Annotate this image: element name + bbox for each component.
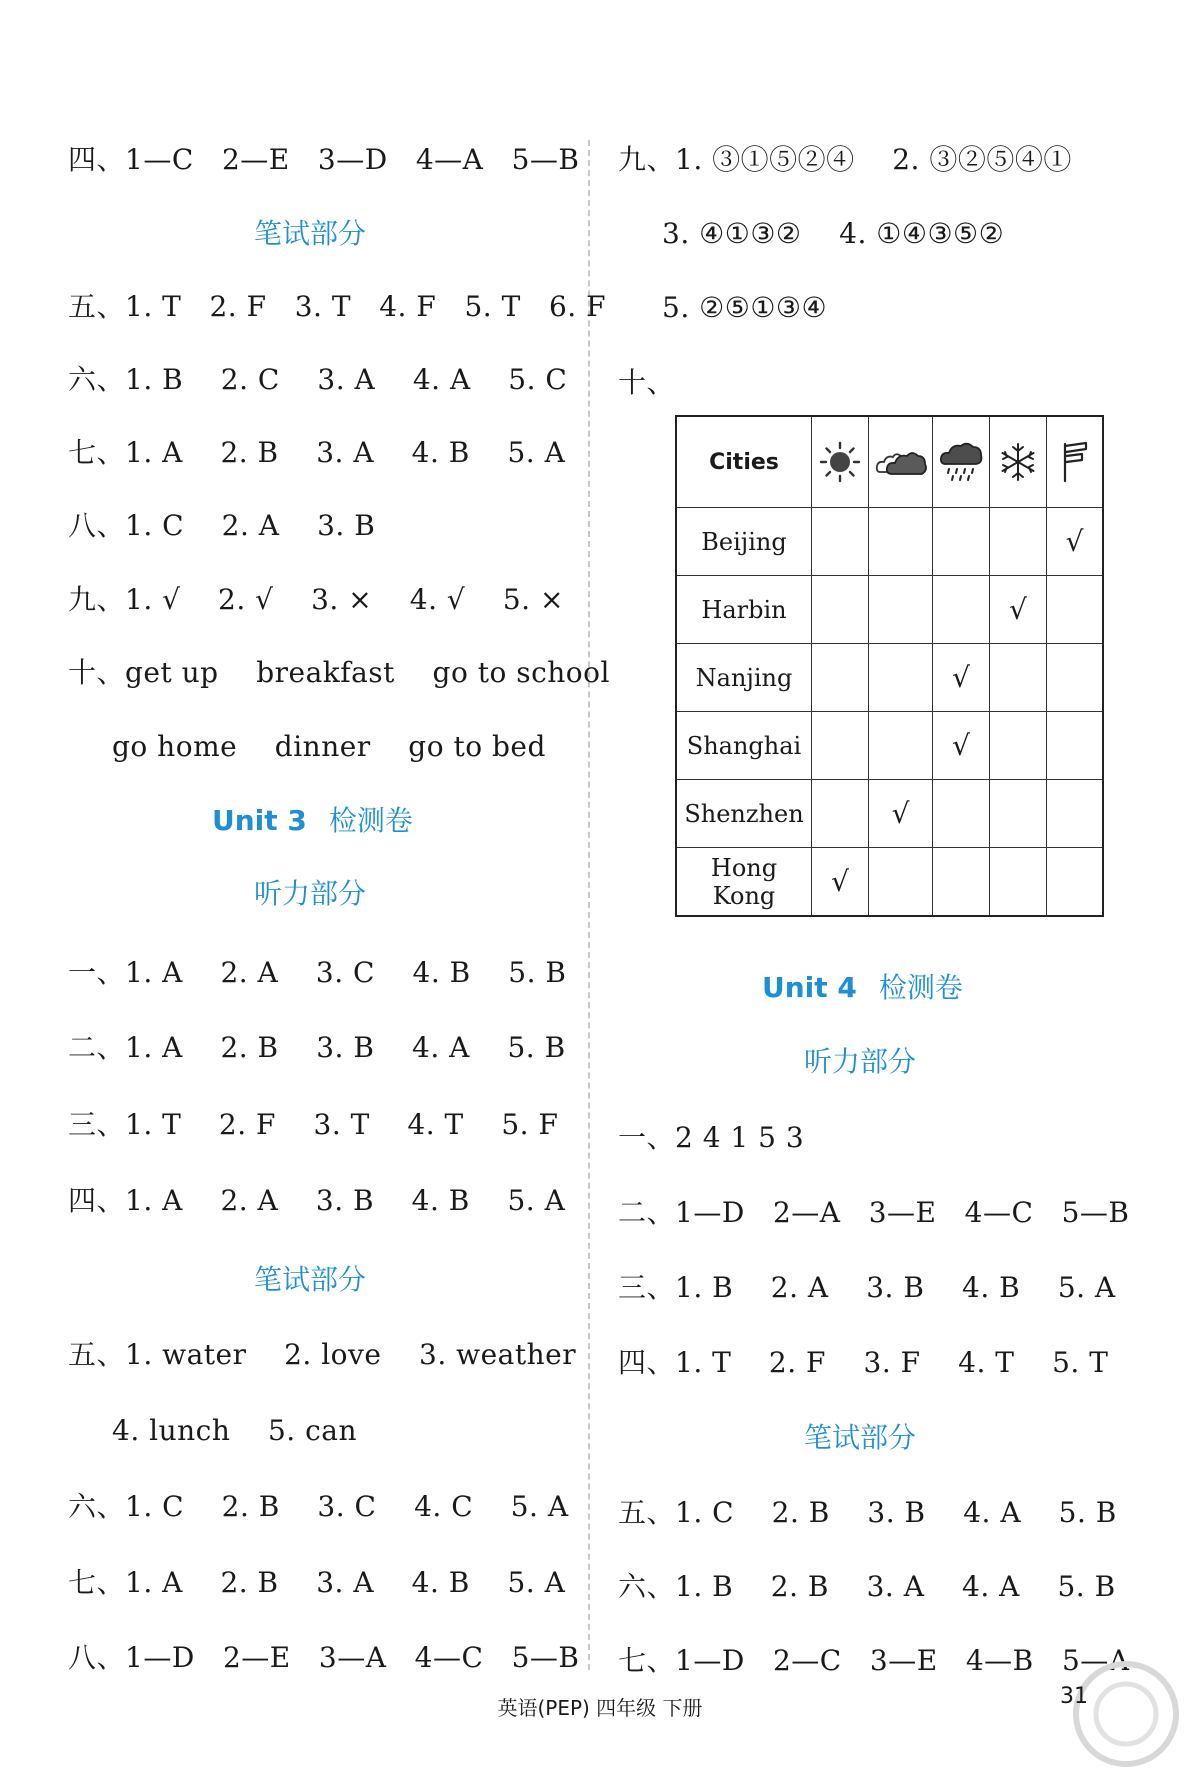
unit-4-test-label: 检测卷 [878,971,963,1004]
unit-3-title [212,801,413,841]
table-cell: √ [812,848,869,917]
table-row [676,576,1103,644]
answer-line: 四、1. T 2. F 3. F 4. T 5. T [618,1346,1109,1379]
table-cell [933,848,990,917]
page-number: 31 [1060,1684,1088,1709]
answer-line: 九、1. ③①⑤②④ 2. ③②⑤④① [618,143,1072,176]
table-cell [1047,644,1104,712]
answer-line: 三、1. T 2. F 3. T 4. T 5. F [68,1108,559,1141]
table-cell: √ [933,712,990,780]
table-cell [990,644,1047,712]
table-row [676,780,1103,848]
table-cell [990,712,1047,780]
city-name: Nanjing [676,644,812,712]
answer-line: 五、1. T 2. F 3. T 4. F 5. T 6. F [68,290,607,323]
answer-line: 七、1. A 2. B 3. A 4. B 5. A [68,1566,566,1599]
table-cell [933,780,990,848]
table-row [676,848,1103,917]
table-cell [990,780,1047,848]
table-cell [812,576,869,644]
cloudy-icon [869,416,933,508]
city-name: Hong Kong [676,848,812,917]
answer-line: 二、1—D 2—A 3—E 4—C 5—B [618,1196,1130,1229]
unit-4-label: Unit 4 [762,971,857,1004]
table-cell [933,576,990,644]
table-cell [812,508,869,576]
answer-line: 二、1. A 2. B 3. B 4. A 5. B [68,1031,566,1064]
watermark-logo [1066,1654,1186,1774]
answer-line: 九、1. √ 2. √ 3. × 4. √ 5. × [68,583,564,616]
table-cell [812,644,869,712]
answer-line: 四、1. A 2. A 3. B 4. B 5. A [68,1184,566,1217]
unit-3-label: Unit 3 [212,804,307,837]
city-name: Harbin [676,576,812,644]
table-cell [869,576,933,644]
table-cell [933,508,990,576]
answer-line: 五、1. C 2. B 3. B 4. A 5. B [618,1496,1117,1529]
answer-line: 六、1. B 2. B 3. A 4. A 5. B [618,1570,1116,1603]
answer-line: 一、2 4 1 5 3 [618,1121,805,1154]
table-cell: √ [990,576,1047,644]
answer-line: 5. ②⑤①③④ [662,291,828,324]
table-cell [812,780,869,848]
city-name: Shenzhen [676,780,812,848]
table-cell [869,848,933,917]
table-cell [1047,576,1104,644]
table-cell [990,848,1047,917]
section-heading-written: 笔试部分 [254,217,367,250]
unit-3-test-label: 检测卷 [328,804,413,837]
table-cell: √ [869,780,933,848]
answer-line: go home dinner go to bed [112,730,546,763]
answer-line: 4. lunch 5. can [112,1414,357,1447]
answer-line: 十、get up breakfast go to school [68,656,610,689]
answer-line: 三、1. B 2. A 3. B 4. B 5. A [618,1271,1116,1304]
answer-line: 六、1. C 2. B 3. C 4. C 5. A [68,1490,569,1523]
section-heading-listening: 听力部分 [804,1045,917,1078]
answer-line: 十、 [618,366,676,399]
rainy-icon [933,416,990,508]
column-divider [588,140,590,1670]
table-cell [869,644,933,712]
section-heading-written: 笔试部分 [804,1421,917,1454]
answer-line: 3. ④①③② 4. ①④③⑤② [662,217,1005,250]
weather-answer-table [675,415,1104,917]
section-heading-listening: 听力部分 [254,877,367,910]
windy-icon [1047,416,1104,508]
table-row [676,712,1103,780]
cities-header: Cities [676,416,812,508]
table-cell [869,712,933,780]
answer-line: 一、1. A 2. A 3. C 4. B 5. B [68,956,567,989]
sunny-icon [812,416,869,508]
answer-line: 五、1. water 2. love 3. weather [68,1338,577,1371]
table-row [676,508,1103,576]
section-heading-written: 笔试部分 [254,1263,367,1296]
answer-line: 八、1. C 2. A 3. B [68,509,376,542]
table-cell [812,712,869,780]
answer-line: 八、1—D 2—E 3—A 4—C 5—B [68,1641,580,1674]
table-row [676,644,1103,712]
answer-line: 六、1. B 2. C 3. A 4. A 5. C [68,363,568,396]
page-footer: 英语(PEP) 四年级 下册 [497,1696,703,1720]
table-cell [1047,780,1104,848]
table-cell [990,508,1047,576]
city-name: Shanghai [676,712,812,780]
table-cell [1047,712,1104,780]
answer-line: 七、1. A 2. B 3. A 4. B 5. A [68,436,566,469]
snowy-icon [990,416,1047,508]
answer-line: 四、1—C 2—E 3—D 4—A 5—B [68,143,580,176]
table-cell: √ [1047,508,1104,576]
answer-line: 七、1—D 2—C 3—E 4—B 5—A [618,1644,1130,1677]
table-cell [1047,848,1104,917]
unit-4-title [762,968,963,1008]
table-cell: √ [933,644,990,712]
city-name: Beijing [676,508,812,576]
table-header-row [676,416,1103,508]
table-cell [869,508,933,576]
